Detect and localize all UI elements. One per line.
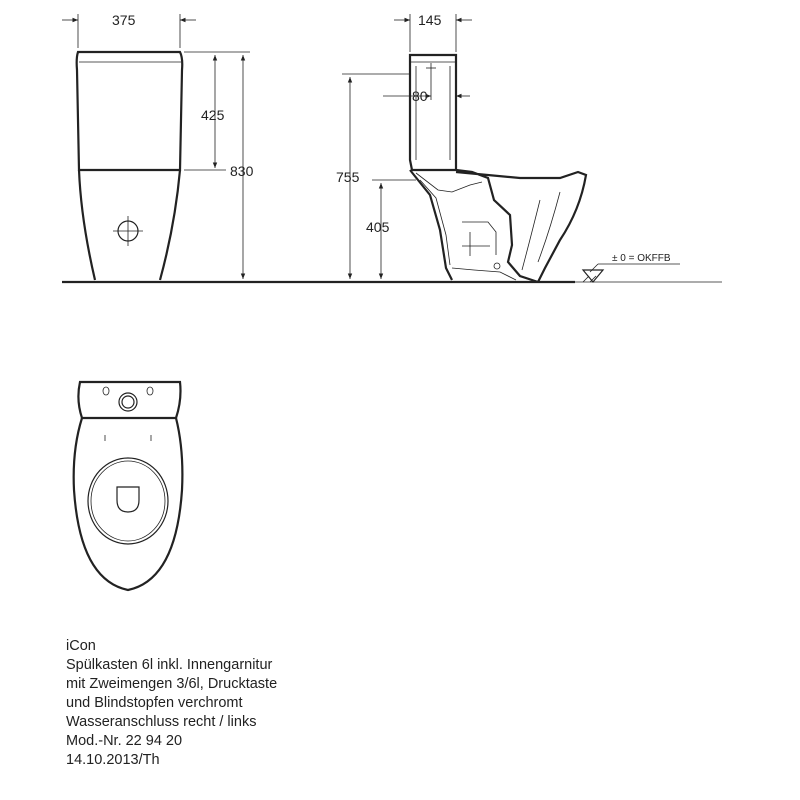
side-cistern — [410, 55, 456, 170]
top-view — [74, 382, 183, 590]
dim-side-connection-offset: 80 — [412, 88, 428, 104]
flush-button-icon — [119, 393, 137, 411]
caption-line: und Blindstopfen verchromt — [66, 695, 243, 711]
caption-line: Spülkasten 6l inkl. Innengarnitur — [66, 657, 273, 673]
side-view — [336, 12, 680, 282]
floor-reference-symbol — [583, 253, 680, 282]
front-cistern — [77, 52, 183, 170]
dim-side-bowl-height: 755 — [336, 169, 360, 185]
front-bowl — [79, 170, 180, 280]
dim-side-cistern-depth: 145 — [418, 12, 442, 28]
side-bowl — [410, 170, 586, 282]
product-name: iCon — [66, 638, 96, 654]
caption-line: mit Zweimengen 3/6l, Drucktaste — [66, 676, 278, 692]
caption-line: Wasseranschluss recht / links — [66, 714, 257, 730]
top-seat-ring — [88, 458, 168, 544]
caption-block — [66, 637, 466, 770]
dim-total-height: 830 — [230, 163, 254, 179]
caption-line: Mod.-Nr. 22 94 20 — [66, 733, 183, 749]
dim-cistern-height: 425 — [201, 107, 225, 123]
top-bowl-outline — [74, 418, 183, 590]
top-cistern — [78, 382, 180, 418]
dim-side-outlet-height: 405 — [366, 219, 390, 235]
caption-line: 14.10.2013/Th — [66, 752, 160, 768]
floor-reference-label: ± 0 = OKFFB — [612, 253, 671, 264]
water-connection-symbol — [113, 216, 143, 246]
front-view — [62, 12, 254, 280]
dim-front-width: 375 — [112, 12, 136, 28]
